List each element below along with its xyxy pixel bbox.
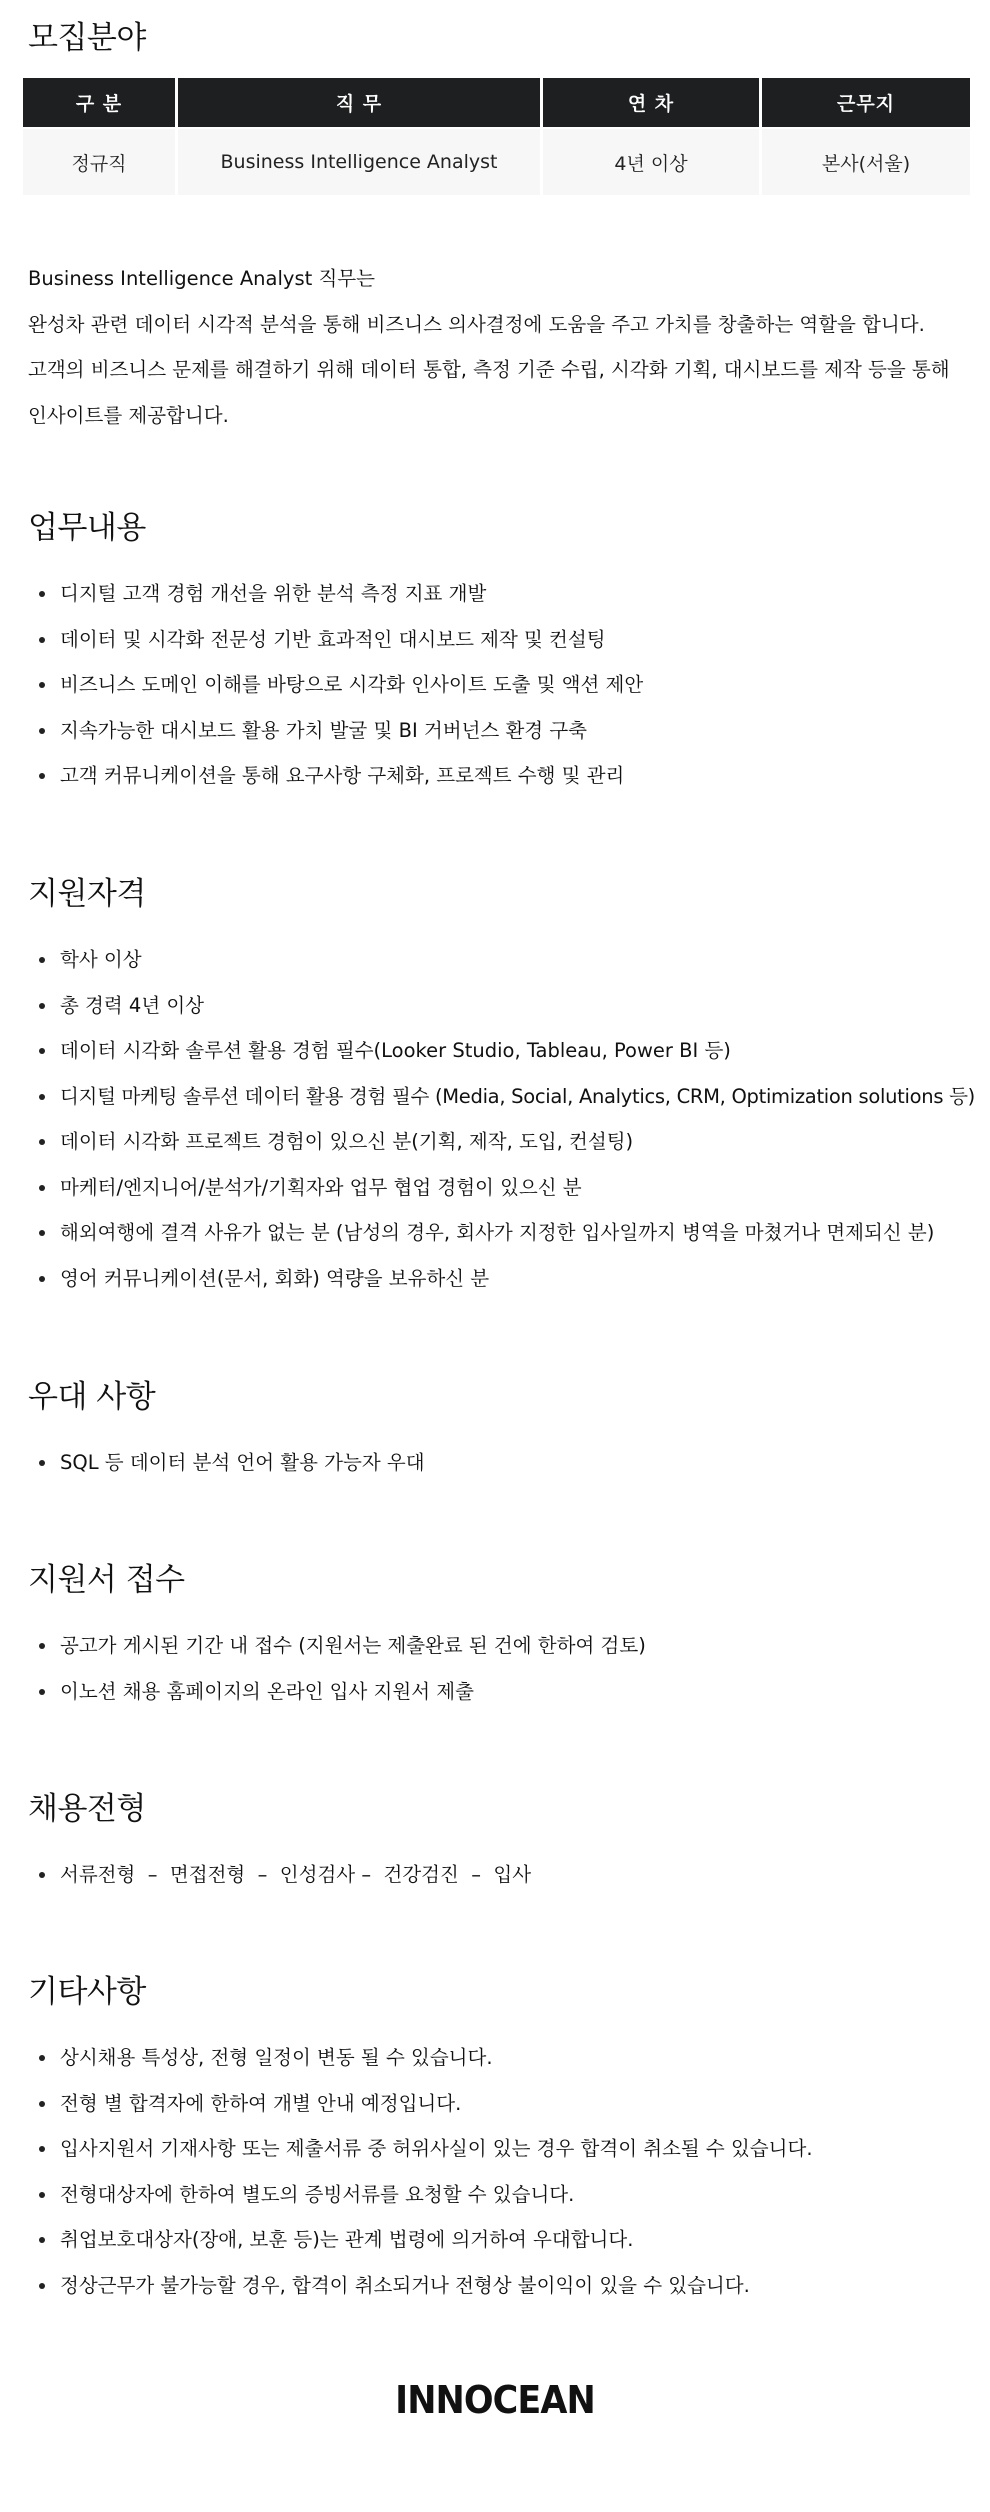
- process-section-title: 채용전형: [28, 1791, 146, 1827]
- bullet-dot-icon: [39, 1185, 45, 1191]
- cell-position: Business Intelligence Analyst: [178, 127, 540, 195]
- innocean-logo: INNOCEAN: [395, 2378, 595, 2422]
- list-item-text: 정상근무가 불가능할 경우, 합격이 취소되거나 전형상 불이익이 있을 수 있습니다.: [60, 2273, 750, 2297]
- list-item: [28, 2081, 973, 2127]
- recruit-section-title: 모집분야: [28, 20, 146, 56]
- cell-experience: 4년 이상: [543, 127, 759, 195]
- bullet-dot-icon: [39, 2192, 45, 2198]
- application-list: [28, 1623, 973, 1714]
- list-item: [28, 1440, 973, 1486]
- intro-line: 완성차 관련 데이터 시각적 분석을 통해 비즈니스 의사결정에 도움을 주고 가치를 창출하는 역할을 합니다.: [28, 312, 925, 336]
- list-item-text: 영어 커뮤니케이션(문서, 회화) 역량을 보유하신 분: [60, 1266, 490, 1290]
- bullet-dot-icon: [39, 2146, 45, 2152]
- role-intro: [28, 256, 968, 438]
- list-item: [28, 2035, 973, 2081]
- bullet-dot-icon: [39, 2283, 45, 2289]
- cell-location: 본사(서울): [762, 127, 970, 195]
- process-list: [28, 1852, 973, 1898]
- qualifications-list: [28, 937, 973, 1301]
- preferred-section-title: 우대 사항: [28, 1379, 156, 1415]
- list-item-text: 고객 커뮤니케이션을 통해 요구사항 구체화, 프로젝트 수행 및 관리: [60, 764, 625, 787]
- list-item: [28, 571, 973, 617]
- list-item-text: 비즈니스 도메인 이해를 바탕으로 시각화 인사이트 도출 및 액션 제안: [60, 673, 644, 696]
- list-item: [28, 983, 973, 1029]
- header-location: 근무지: [762, 78, 970, 127]
- list-item: [28, 617, 973, 663]
- recruit-table-row: [23, 127, 970, 195]
- bullet-dot-icon: [39, 2101, 45, 2107]
- duties-section-title: 업무내용: [28, 510, 146, 546]
- bullet-dot-icon: [39, 682, 45, 688]
- list-item: [28, 1256, 973, 1302]
- list-item: [28, 2172, 973, 2218]
- qualifications-section-title: 지원자격: [28, 876, 146, 912]
- bullet-dot-icon: [39, 2055, 45, 2061]
- list-item-text: 데이터 시각화 솔루션 활용 경험 필수(Looker Studio, Tableau, Power BI 등): [60, 1039, 731, 1062]
- bullet-dot-icon: [39, 1872, 45, 1878]
- duties-list: [28, 571, 973, 799]
- list-item: [28, 1669, 973, 1715]
- list-item: [28, 2263, 973, 2309]
- bullet-dot-icon: [39, 1230, 45, 1236]
- list-item-text: 데이터 및 시각화 전문성 기반 효과적인 대시보드 제작 및 컨설팅: [60, 627, 606, 651]
- list-item-text: 입사지원서 기재사항 또는 제출서류 중 허위사실이 있는 경우 합격이 취소될 수 있습니다.: [60, 2137, 813, 2160]
- intro-line: Business Intelligence Analyst 직무는: [28, 267, 375, 290]
- list-item-text: 전형대상자에 한하여 별도의 증빙서류를 요청할 수 있습니다.: [60, 2182, 575, 2206]
- bullet-dot-icon: [39, 1139, 45, 1145]
- bullet-dot-icon: [39, 1643, 45, 1649]
- list-item: [28, 662, 973, 708]
- list-item-text: 공고가 게시된 기간 내 접수 (지원서는 제출완료 된 건에 한하여 검토): [60, 1634, 646, 1657]
- list-item-text: 전형 별 합격자에 한하여 개별 안내 예정입니다.: [60, 2091, 462, 2115]
- intro-line: 고객의 비즈니스 문제를 해결하기 위해 데이터 통합, 측정 기준 수립, 시각화 기획, 대시보드를 제작 등을 통해: [28, 358, 950, 381]
- bullet-dot-icon: [39, 1094, 45, 1100]
- list-item-text: 서류전형 – 면접전형 – 인성검사 – 건강검진 – 입사: [60, 1863, 532, 1886]
- list-item-text: 총 경력 4년 이상: [60, 993, 205, 1017]
- list-item: [28, 1852, 973, 1898]
- bullet-dot-icon: [39, 1460, 45, 1466]
- bullet-dot-icon: [39, 1003, 45, 1009]
- list-item: [28, 708, 973, 754]
- list-item: [28, 2217, 973, 2263]
- list-item-text: 학사 이상: [60, 948, 142, 971]
- list-item-text: 취업보호대상자(장애, 보훈 등)는 관계 법령에 의거하여 우대합니다.: [60, 2228, 634, 2251]
- recruit-table-header-row: [23, 78, 970, 127]
- preferred-list: [28, 1440, 973, 1486]
- bullet-dot-icon: [39, 2237, 45, 2243]
- list-item-text: 데이터 시각화 프로젝트 경험이 있으신 분(기획, 제작, 도입, 컨설팅): [60, 1130, 634, 1153]
- list-item: [28, 2126, 973, 2172]
- cell-category: 정규직: [23, 127, 175, 195]
- list-item-text: 해외여행에 결격 사유가 없는 분 (남성의 경우, 회사가 지정한 입사일까지 병역을 마쳤거나 면제되신 분): [60, 1221, 935, 1244]
- recruit-table: [20, 78, 973, 195]
- intro-line: 인사이트를 제공합니다.: [28, 403, 229, 427]
- bullet-dot-icon: [39, 957, 45, 963]
- list-item-text: 지속가능한 대시보드 활용 가치 발굴 및 BI 거버넌스 환경 구축: [60, 718, 588, 742]
- bullet-dot-icon: [39, 591, 45, 597]
- application-section-title: 지원서 접수: [28, 1562, 185, 1598]
- bullet-dot-icon: [39, 637, 45, 643]
- list-item: [28, 1028, 973, 1074]
- list-item-text: 마케터/엔지니어/분석가/기획자와 업무 협업 경험이 있으신 분: [60, 1175, 582, 1199]
- list-item-text: 이노션 채용 홈페이지의 온라인 입사 지원서 제출: [60, 1679, 474, 1703]
- bullet-dot-icon: [39, 1276, 45, 1282]
- etc-list: [28, 2035, 973, 2308]
- list-item: [28, 937, 973, 983]
- header-experience: 연 차: [543, 78, 759, 127]
- list-item: [28, 1165, 973, 1211]
- list-item-text: 상시채용 특성상, 전형 일정이 변동 될 수 있습니다.: [60, 2046, 493, 2069]
- list-item: [28, 1623, 973, 1669]
- etc-section-title: 기타사항: [28, 1974, 146, 2010]
- bullet-dot-icon: [39, 1689, 45, 1695]
- list-item-text: 디지털 고객 경험 개선을 위한 분석 측정 지표 개발: [60, 582, 487, 605]
- bullet-dot-icon: [39, 1048, 45, 1054]
- list-item-text: 디지털 마케팅 솔루션 데이터 활용 경험 필수 (Media, Social, Analytics, CRM, Optimization solutions 등): [60, 1084, 975, 1108]
- bullet-dot-icon: [39, 728, 45, 734]
- header-category: 구 분: [23, 78, 175, 127]
- list-item: [28, 753, 973, 799]
- list-item: [28, 1119, 973, 1165]
- bullet-dot-icon: [39, 773, 45, 779]
- list-item: [28, 1074, 973, 1120]
- list-item-text: SQL 등 데이터 분석 언어 활용 가능자 우대: [60, 1451, 425, 1474]
- list-item: [28, 1210, 973, 1256]
- header-position: 직 무: [178, 78, 540, 127]
